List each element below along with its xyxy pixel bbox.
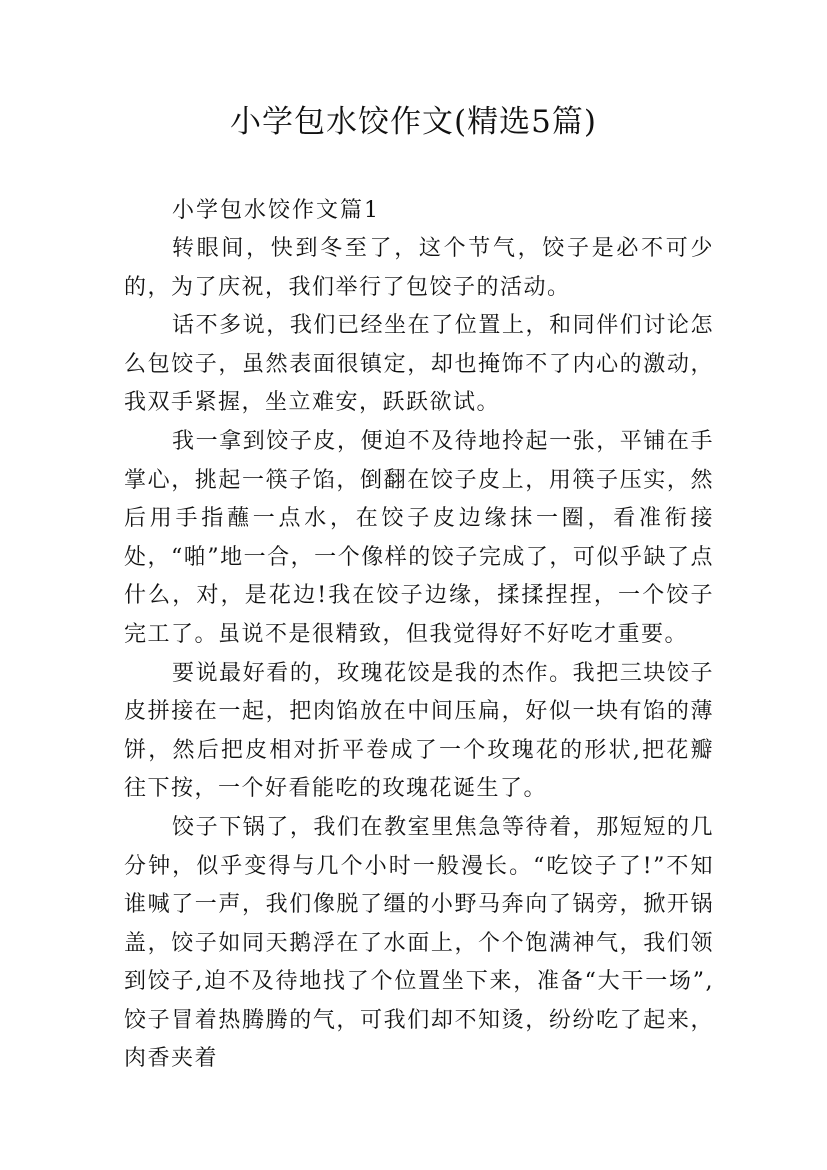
section-heading: 小学包水饺作文篇1: [172, 198, 380, 223]
document-title: 小学包水饺作文(精选5篇): [230, 104, 597, 140]
paragraph-2: 话不多说，我们已经坐在了位置上，和同伴们讨论怎么包饺子，虽然表面很镇定，却也掩饰不了内心的激动，我双手紧握，坐立难安，跃跃欲试。: [124, 313, 714, 416]
paragraph-3: 我一拿到饺子皮，便迫不及待地拎起一张，平铺在手掌心，挑起一筷子馅，倒翻在饺子皮上，用筷子压实，然后用手指蘸一点水，在饺子皮边缘抹一圈，看准衔接处，“啪”地一合，一个像样的饺子完成了，可似乎缺了点什么，对，是花边!我在饺子边缘，揉揉捏捏，一个饺子完工了。虽说不是很精致，但我觉得好不好吃才重要。: [124, 428, 714, 647]
document-body: [124, 192, 714, 1079]
paragraph-5: 饺子下锅了，我们在教室里焦急等待着，那短短的几分钟，似乎变得与几个小时一般漫长。“吃饺子了!”不知谁喊了一声，我们像脱了缰的小野马奔向了锅旁，掀开锅盖，饺子如同天鹅浮在了水面上，个个饱满神气，我们领到饺子,迫不及待地找了个位置坐下来，准备“大干一场”,饺子冒着热腾腾的气，可我们却不知烫，纷纷吃了起来，肉香夹着: [124, 814, 714, 1072]
paragraph-1: 转眼间，快到冬至了，这个节气，饺子是必不可少的，为了庆祝，我们举行了包饺子的活动。: [124, 236, 714, 300]
paragraph-4: 要说最好看的，玫瑰花饺是我的杰作。我把三块饺子皮拼接在一起，把肉馅放在中间压扁，好似一块有馅的薄饼，然后把皮相对折平卷成了一个玫瑰花的形状,把花瓣往下按，一个好看能吃的玫瑰花诞生了。: [124, 660, 714, 802]
